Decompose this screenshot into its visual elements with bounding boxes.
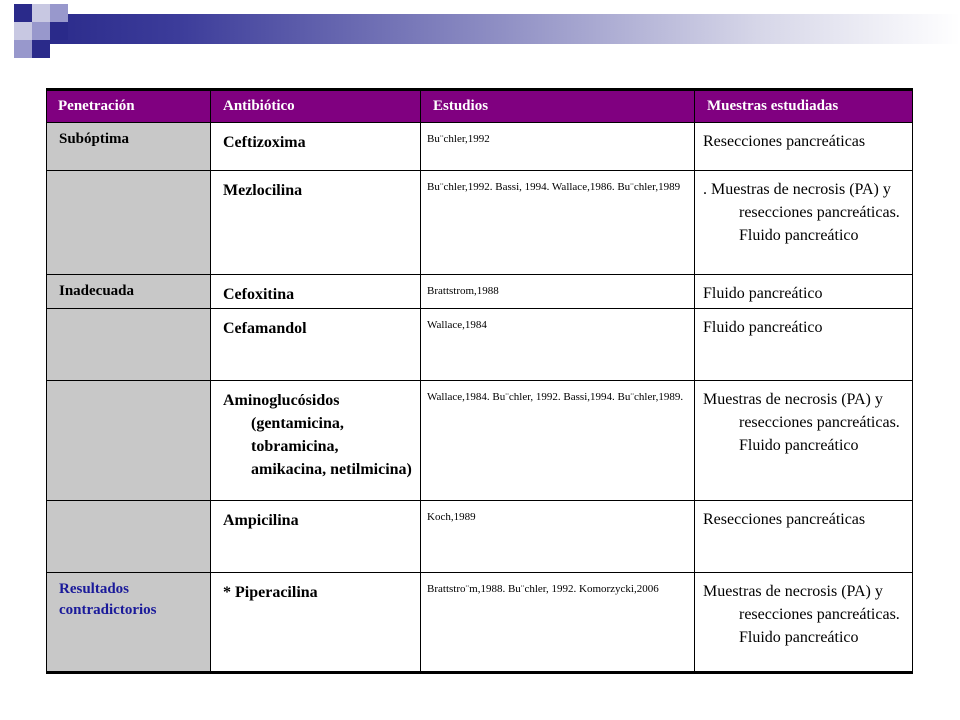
samples-cell: . Muestras de necrosis (PA) y resecciones pancreáticas. Fluido pancreático bbox=[695, 171, 913, 275]
header-samples: Muestras estudiadas bbox=[695, 90, 913, 123]
table-row bbox=[47, 123, 913, 171]
studies-cell: Bu¨chler,1992 bbox=[421, 123, 695, 171]
samples-cell: Muestras de necrosis (PA) y resecciones pancreáticas. Fluido pancreático bbox=[695, 381, 913, 501]
decor-square-dark-2 bbox=[50, 22, 68, 40]
studies-cell: Brattstrom,1988 bbox=[421, 275, 695, 309]
table-row bbox=[47, 275, 913, 309]
penetration-cell bbox=[47, 309, 211, 381]
studies-cell: Brattstro¨m,1988. Bu¨chler, 1992. Komorzycki,2006 bbox=[421, 573, 695, 673]
studies-cell: Koch,1989 bbox=[421, 501, 695, 573]
table-row bbox=[47, 171, 913, 275]
header-studies: Estudios bbox=[421, 90, 695, 123]
antibiotic-cell: Cefamandol bbox=[211, 309, 421, 381]
samples-cell: Fluido pancreático bbox=[695, 275, 913, 309]
penetration-cell bbox=[47, 171, 211, 275]
antibiotic-cell: Aminoglucósidos (gentamicina, tobramicina, amikacina, netilmicina) bbox=[211, 381, 421, 501]
table-row bbox=[47, 309, 913, 381]
table-row bbox=[47, 573, 913, 673]
header-gradient-bar bbox=[40, 14, 960, 44]
decor-square-mid-2 bbox=[32, 22, 50, 40]
decor-square-mid-1 bbox=[50, 4, 68, 22]
decor-square-mid-3 bbox=[14, 40, 32, 58]
penetration-cell: Subóptima bbox=[47, 123, 211, 171]
antibiotic-cell: Ceftizoxima bbox=[211, 123, 421, 171]
table-row bbox=[47, 501, 913, 573]
antibiotic-cell: Cefoxitina bbox=[211, 275, 421, 309]
antibiotic-penetration-table bbox=[46, 88, 913, 674]
samples-cell: Fluido pancreático bbox=[695, 309, 913, 381]
penetration-cell bbox=[47, 381, 211, 501]
antibiotic-cell: * Piperacilina bbox=[211, 573, 421, 673]
penetration-cell: Inadecuada bbox=[47, 275, 211, 309]
decor-square-light-1 bbox=[32, 4, 50, 22]
samples-cell: Resecciones pancreáticas bbox=[695, 501, 913, 573]
decor-square-dark-3 bbox=[32, 40, 50, 58]
decor-square-light-2 bbox=[14, 22, 32, 40]
penetration-cell: Resultados contradictorios bbox=[47, 573, 211, 673]
table-header-row bbox=[47, 90, 913, 123]
header-antibiotic: Antibiótico bbox=[211, 90, 421, 123]
antibiotic-cell: Ampicilina bbox=[211, 501, 421, 573]
samples-cell: Resecciones pancreáticas bbox=[695, 123, 913, 171]
studies-cell: Bu¨chler,1992. Bassi, 1994. Wallace,1986. Bu¨chler,1989 bbox=[421, 171, 695, 275]
penetration-cell bbox=[47, 501, 211, 573]
studies-cell: Wallace,1984. Bu¨chler, 1992. Bassi,1994. Bu¨chler,1989. bbox=[421, 381, 695, 501]
antibiotic-cell: Mezlocilina bbox=[211, 171, 421, 275]
studies-cell: Wallace,1984 bbox=[421, 309, 695, 381]
samples-cell: Muestras de necrosis (PA) y resecciones pancreáticas. Fluido pancreático bbox=[695, 573, 913, 673]
table-row bbox=[47, 381, 913, 501]
header-penetration: Penetración bbox=[47, 90, 211, 123]
decor-square-dark-1 bbox=[14, 4, 32, 22]
